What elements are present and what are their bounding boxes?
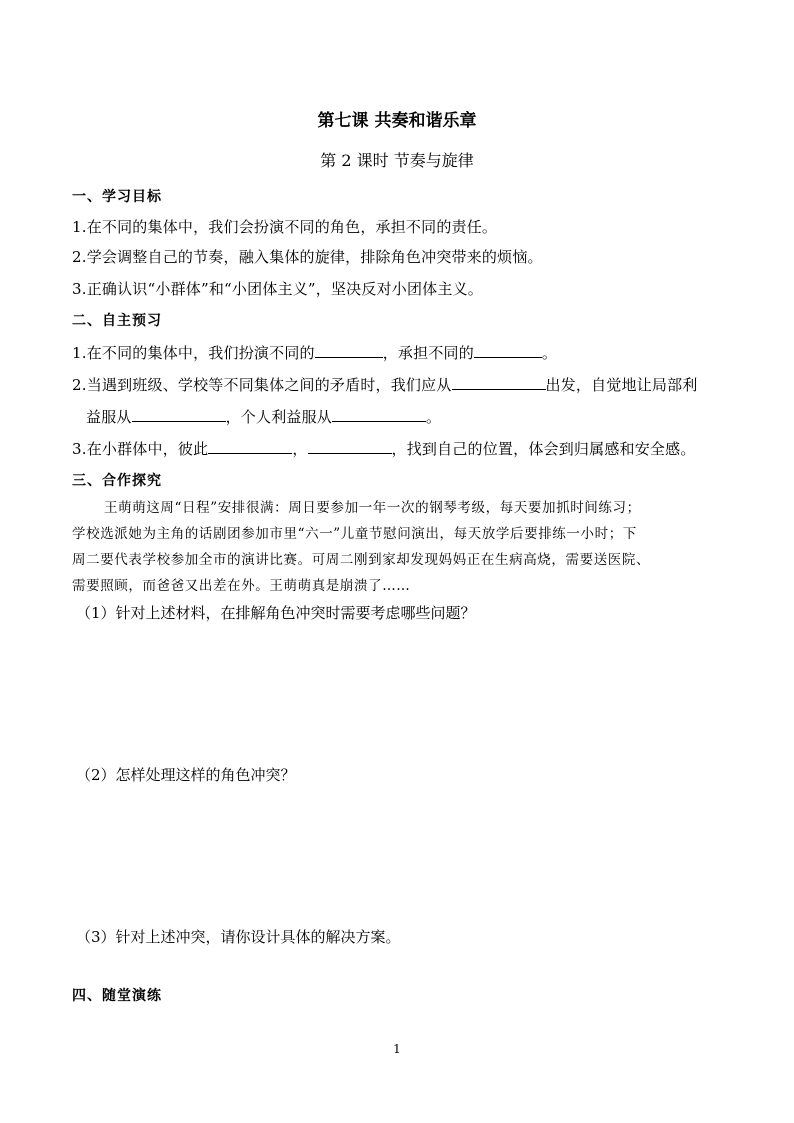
- preview-q2-text: 益服从: [86, 408, 132, 426]
- preview-question-2-cont: [86, 406, 441, 427]
- fill-blank[interactable]: [474, 342, 542, 358]
- preview-q2-text: ，个人利益服从: [225, 408, 333, 426]
- preview-q3-text: ，: [292, 440, 308, 458]
- preview-q2-text: 出发，自觉地让局部利: [545, 376, 698, 394]
- discussion-question: （1）针对上述材料，在排解角色冲突时需要考虑哪些问题？: [76, 604, 476, 622]
- preview-q2-text: 。: [426, 408, 442, 426]
- objective-item: 1.在不同的集体中，我们会扮演不同的角色，承担不同的责任。: [72, 218, 498, 236]
- passage-line: 王萌萌这周“日程”安排很满：周日要参加一年一次的钢琴考级，每天要加抓时间练习；: [104, 500, 641, 516]
- objective-item: 3.正确认识“小群体”和“小团体主义”，坚决反对小团体主义。: [72, 280, 483, 298]
- preview-question-3: [72, 438, 696, 459]
- preview-q1-text: ，承担不同的: [382, 344, 474, 362]
- preview-question-1: [72, 342, 557, 363]
- page-title: 第七课 共奏和谐乐章: [317, 111, 477, 131]
- preview-q2-text: 2.当遇到班级、学校等不同集体之间的矛盾时，我们应从: [72, 376, 452, 394]
- fill-blank[interactable]: [308, 438, 392, 454]
- passage-line: 周二要代表学校参加全市的演讲比赛。可周二刚到家却发现妈妈正在生病高烧，需要送医院、: [72, 552, 651, 568]
- section-heading-objectives: 一、学习目标: [72, 189, 162, 205]
- preview-question-2: [72, 374, 698, 395]
- section-heading-explore: 三、合作探究: [72, 473, 162, 489]
- preview-q1-text: 1.在不同的集体中，我们扮演不同的: [72, 344, 315, 362]
- preview-q3-text: ，找到自己的位置，体会到归属感和安全感。: [391, 440, 696, 458]
- preview-q3-text: 3.在小群体中，彼此: [72, 440, 209, 458]
- fill-blank[interactable]: [208, 438, 292, 454]
- fill-blank[interactable]: [452, 374, 546, 390]
- preview-q1-text: 。: [541, 344, 558, 362]
- discussion-question: （2）怎样处理这样的角色冲突？: [76, 766, 296, 784]
- fill-blank[interactable]: [132, 406, 226, 422]
- page-number: 1: [393, 1042, 401, 1056]
- discussion-question: （3）针对上述冲突，请你设计具体的解决方案。: [76, 928, 401, 946]
- passage-line: 需要照顾，而爸爸又出差在外。王萌萌真是崩溃了……: [72, 578, 411, 594]
- section-heading-practice: 四、随堂演练: [72, 988, 162, 1004]
- page-subtitle: 第 2 课时 节奏与旋律: [320, 151, 474, 170]
- fill-blank[interactable]: [315, 342, 383, 358]
- passage-line: 学校选派她为主角的话剧团参加市里“六一”儿童节慰问演出，每天放学后要排练一小时；下: [72, 526, 637, 542]
- fill-blank[interactable]: [332, 406, 426, 422]
- objective-item: 2.学会调整自己的节奏，融入集体的旋律，排除角色冲突带来的烦恼。: [72, 248, 543, 266]
- section-heading-preview: 二、自主预习: [72, 313, 162, 329]
